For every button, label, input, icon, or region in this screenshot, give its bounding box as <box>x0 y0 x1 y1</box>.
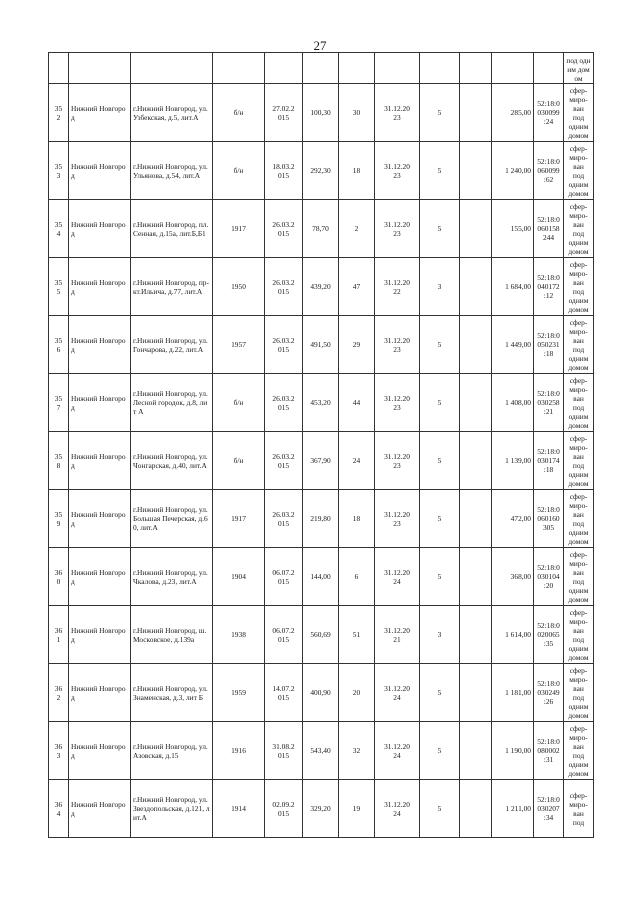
area-cell: 453,20 <box>303 374 339 432</box>
planned-date-cell: 31.12.20 23 <box>375 84 420 142</box>
area-cell: 292,30 <box>303 142 339 200</box>
table-row <box>49 258 594 316</box>
table-row <box>49 606 594 664</box>
empty-cell <box>460 664 492 722</box>
row-number-cell: 35 8 <box>49 432 69 490</box>
area-cell: 100,30 <box>303 84 339 142</box>
cadastral-number-cell: 52:18:0 050231 :18 <box>534 316 564 374</box>
planned-date-cell: 31.12.20 23 <box>375 316 420 374</box>
date-cell: 26.03.2 015 <box>265 490 303 548</box>
municipality-cell: Нижний Новгород <box>69 374 131 432</box>
address-cell: г.Нижний Новгород, ул.Узбекская, д.5, лит.А <box>131 84 213 142</box>
row-number-cell: 35 9 <box>49 490 69 548</box>
sum-cell: 472,00 <box>492 490 534 548</box>
empty-cell <box>460 142 492 200</box>
cadastral-number-cell: 52:18:0 060160 305 <box>534 490 564 548</box>
table-cell <box>339 53 375 84</box>
municipality-cell: Нижний Новгород <box>69 84 131 142</box>
row-number-cell: 35 2 <box>49 84 69 142</box>
sum-cell: 1 614,00 <box>492 606 534 664</box>
empty-cell <box>460 84 492 142</box>
page-number: 27 <box>313 38 327 53</box>
address-cell: г.Нижний Новгород, ул.Азовская, д.15 <box>131 722 213 780</box>
cadastral-number-cell: 52:18:0 060099 :62 <box>534 142 564 200</box>
table-row <box>49 780 594 838</box>
row-number-cell: 35 5 <box>49 258 69 316</box>
address-cell: г.Нижний Новгород, ул.Большая Печерская, д.60, лит.А <box>131 490 213 548</box>
address-cell: г.Нижний Новгород, ул.Чкалова, д.23, лит.А <box>131 548 213 606</box>
code-cell: 5 <box>420 548 460 606</box>
year-cell: 1917 <box>213 490 265 548</box>
code-cell: 5 <box>420 432 460 490</box>
year-cell: б/н <box>213 142 265 200</box>
planned-date-cell: 31.12.20 23 <box>375 200 420 258</box>
formation-method-cell: сфер- миро- ван под одним домом <box>564 548 594 606</box>
municipality-cell: Нижний Новгород <box>69 548 131 606</box>
planned-date-cell: 31.12.20 23 <box>375 142 420 200</box>
municipality-cell: Нижний Новгород <box>69 200 131 258</box>
code-cell: 5 <box>420 84 460 142</box>
residents-cell: 2 <box>339 200 375 258</box>
year-cell: 1914 <box>213 780 265 838</box>
date-cell: 18.03.2 015 <box>265 142 303 200</box>
table-cell <box>303 53 339 84</box>
code-cell: 5 <box>420 374 460 432</box>
residents-cell: 44 <box>339 374 375 432</box>
table-cell <box>69 53 131 84</box>
date-cell: 31.08.2 015 <box>265 722 303 780</box>
date-cell: 26.03.2 015 <box>265 432 303 490</box>
area-cell: 491,50 <box>303 316 339 374</box>
table-row <box>49 374 594 432</box>
row-number-cell: 36 0 <box>49 548 69 606</box>
year-cell: 1957 <box>213 316 265 374</box>
area-cell: 543,40 <box>303 722 339 780</box>
address-cell: г.Нижний Новгород, ул.Звездопольская, д.121, лит.А <box>131 780 213 838</box>
table-cell <box>460 53 492 84</box>
code-cell: 5 <box>420 142 460 200</box>
code-cell: 5 <box>420 780 460 838</box>
sum-cell: 368,00 <box>492 548 534 606</box>
year-cell: 1950 <box>213 258 265 316</box>
row-number-cell: 36 3 <box>49 722 69 780</box>
cadastral-number-cell: 52:18:0 040172 :12 <box>534 258 564 316</box>
date-cell: 27.02.2 015 <box>265 84 303 142</box>
cadastral-number-cell: 52:18:0 030174 :18 <box>534 432 564 490</box>
planned-date-cell: 31.12.20 24 <box>375 722 420 780</box>
code-cell: 3 <box>420 258 460 316</box>
municipality-cell: Нижний Новгород <box>69 722 131 780</box>
address-cell: г.Нижний Новгород, пл.Сенная, д.15а, лит.Б,Б1 <box>131 200 213 258</box>
code-cell: 5 <box>420 664 460 722</box>
area-cell: 400,90 <box>303 664 339 722</box>
municipality-cell: Нижний Новгород <box>69 432 131 490</box>
cadastral-number-cell: 52:18:0 030104 :20 <box>534 548 564 606</box>
table-row <box>49 664 594 722</box>
code-cell: 5 <box>420 316 460 374</box>
formation-method-cell: сфер- миро- ван под одним домом <box>564 316 594 374</box>
table-cell <box>375 53 420 84</box>
residents-cell: 6 <box>339 548 375 606</box>
table-cell <box>265 53 303 84</box>
date-cell: 26.03.2 015 <box>265 258 303 316</box>
table-row <box>49 490 594 548</box>
year-cell: 1904 <box>213 548 265 606</box>
empty-cell <box>460 548 492 606</box>
formation-method-cell: сфер- миро- ван под одним домом <box>564 142 594 200</box>
cadastral-number-cell: 52:18:0 030207 :34 <box>534 780 564 838</box>
table-row <box>49 316 594 374</box>
empty-cell <box>460 316 492 374</box>
cadastral-number-cell: 52:18:0 030099 :24 <box>534 84 564 142</box>
empty-cell <box>460 374 492 432</box>
formation-method-cell: сфер- миро- ван под одним домом <box>564 374 594 432</box>
registry-table <box>48 52 594 838</box>
area-cell: 367,90 <box>303 432 339 490</box>
formation-method-cell: сфер- миро- ван под одним домом <box>564 606 594 664</box>
table-row <box>49 722 594 780</box>
sum-cell: 1 408,00 <box>492 374 534 432</box>
row-number-cell: 35 6 <box>49 316 69 374</box>
table-cell <box>213 53 265 84</box>
code-cell: 3 <box>420 606 460 664</box>
municipality-cell: Нижний Новгород <box>69 664 131 722</box>
date-cell: 26.03.2 015 <box>265 316 303 374</box>
year-cell: б/н <box>213 432 265 490</box>
date-cell: 14.07.2 015 <box>265 664 303 722</box>
year-cell: б/н <box>213 84 265 142</box>
formation-method-cell: сфер- миро- ван под одним домом <box>564 258 594 316</box>
row-number-cell: 35 4 <box>49 200 69 258</box>
year-cell: 1938 <box>213 606 265 664</box>
address-cell: г.Нижний Новгород, ул.Чонгарская, д.40, лит.А <box>131 432 213 490</box>
municipality-cell: Нижний Новгород <box>69 490 131 548</box>
empty-cell <box>460 490 492 548</box>
registry-body <box>49 53 594 838</box>
area-cell: 78,70 <box>303 200 339 258</box>
table-cell <box>131 53 213 84</box>
sum-cell: 155,00 <box>492 200 534 258</box>
residents-cell: 24 <box>339 432 375 490</box>
row-number-cell: 36 4 <box>49 780 69 838</box>
cadastral-number-cell: 52:18:0 030258 :21 <box>534 374 564 432</box>
formation-method-cell: сфер- миро- ван под одним домом <box>564 664 594 722</box>
formation-method-cell: сфер- миро- ван под одним домом <box>564 722 594 780</box>
date-cell: 06.07.2 015 <box>265 606 303 664</box>
date-cell: 06.07.2 015 <box>265 548 303 606</box>
formation-method-cell: сфер- миро- ван под одним домом <box>564 432 594 490</box>
planned-date-cell: 31.12.20 24 <box>375 780 420 838</box>
cadastral-number-cell: 52:18:0 020065 :35 <box>534 606 564 664</box>
area-cell: 560,69 <box>303 606 339 664</box>
residents-cell: 18 <box>339 142 375 200</box>
row-number-cell: 36 1 <box>49 606 69 664</box>
sum-cell: 1 181,00 <box>492 664 534 722</box>
address-cell: г.Нижний Новгород, ш.Московское, д.139а <box>131 606 213 664</box>
area-cell: 219,80 <box>303 490 339 548</box>
sum-cell: 1 449,00 <box>492 316 534 374</box>
residents-cell: 29 <box>339 316 375 374</box>
empty-cell <box>460 606 492 664</box>
municipality-cell: Нижний Новгород <box>69 780 131 838</box>
empty-cell <box>460 432 492 490</box>
date-cell: 26.03.2 015 <box>265 374 303 432</box>
sum-cell: 1 684,00 <box>492 258 534 316</box>
planned-date-cell: 31.12.20 24 <box>375 664 420 722</box>
table-row-continued <box>49 53 594 84</box>
address-cell: г.Нижний Новгород, ул.Ульянова, д.54, лит.А <box>131 142 213 200</box>
planned-date-cell: 31.12.20 23 <box>375 432 420 490</box>
code-cell: 5 <box>420 722 460 780</box>
empty-cell <box>460 722 492 780</box>
table-row <box>49 142 594 200</box>
planned-date-cell: 31.12.20 24 <box>375 548 420 606</box>
municipality-cell: Нижний Новгород <box>69 142 131 200</box>
row-number-cell: 36 2 <box>49 664 69 722</box>
table-row <box>49 432 594 490</box>
address-cell: г.Нижний Новгород, пр-кт.Ильича, д.77, лит.А <box>131 258 213 316</box>
address-cell: г.Нижний Новгород, ул.Лесной городок, д.8, лит А <box>131 374 213 432</box>
formation-method-cell: под одним домом <box>564 53 594 84</box>
year-cell: 1917 <box>213 200 265 258</box>
code-cell: 5 <box>420 200 460 258</box>
table-cell <box>534 53 564 84</box>
year-cell: б/н <box>213 374 265 432</box>
empty-cell <box>460 200 492 258</box>
table-row <box>49 548 594 606</box>
year-cell: 1916 <box>213 722 265 780</box>
municipality-cell: Нижний Новгород <box>69 316 131 374</box>
residents-cell: 32 <box>339 722 375 780</box>
table-row <box>49 84 594 142</box>
planned-date-cell: 31.12.20 23 <box>375 374 420 432</box>
residents-cell: 47 <box>339 258 375 316</box>
sum-cell: 1 211,00 <box>492 780 534 838</box>
area-cell: 439,20 <box>303 258 339 316</box>
residents-cell: 19 <box>339 780 375 838</box>
municipality-cell: Нижний Новгород <box>69 258 131 316</box>
table-row <box>49 200 594 258</box>
sum-cell: 1 240,00 <box>492 142 534 200</box>
planned-date-cell: 31.12.20 21 <box>375 606 420 664</box>
formation-method-cell: сфер- миро- ван под одним домом <box>564 490 594 548</box>
table-cell <box>49 53 69 84</box>
sum-cell: 1 190,00 <box>492 722 534 780</box>
empty-cell <box>460 780 492 838</box>
table-cell <box>492 53 534 84</box>
residents-cell: 20 <box>339 664 375 722</box>
row-number-cell: 35 3 <box>49 142 69 200</box>
table-cell <box>420 53 460 84</box>
area-cell: 329,20 <box>303 780 339 838</box>
empty-cell <box>460 258 492 316</box>
year-cell: 1959 <box>213 664 265 722</box>
planned-date-cell: 31.12.20 23 <box>375 490 420 548</box>
sum-cell: 285,00 <box>492 84 534 142</box>
municipality-cell: Нижний Новгород <box>69 606 131 664</box>
address-cell: г.Нижний Новгород, ул.Гончарова, д.22, лит.А <box>131 316 213 374</box>
code-cell: 5 <box>420 490 460 548</box>
formation-method-cell: сфер- миро- ван под одним домом <box>564 200 594 258</box>
area-cell: 144,00 <box>303 548 339 606</box>
cadastral-number-cell: 52:18:0 080002 :31 <box>534 722 564 780</box>
residents-cell: 30 <box>339 84 375 142</box>
row-number-cell: 35 7 <box>49 374 69 432</box>
formation-method-cell: сфер- миро- ван под <box>564 780 594 838</box>
residents-cell: 18 <box>339 490 375 548</box>
planned-date-cell: 31.12.20 22 <box>375 258 420 316</box>
address-cell: г.Нижний Новгород, ул.Знаменская, д.3, лит Б <box>131 664 213 722</box>
date-cell: 02.09.2 015 <box>265 780 303 838</box>
formation-method-cell: сфер- миро- ван под одним домом <box>564 84 594 142</box>
sum-cell: 1 139,00 <box>492 432 534 490</box>
residents-cell: 51 <box>339 606 375 664</box>
cadastral-number-cell: 52:18:0 060158 244 <box>534 200 564 258</box>
cadastral-number-cell: 52:18:0 030249 :26 <box>534 664 564 722</box>
date-cell: 26.03.2 015 <box>265 200 303 258</box>
